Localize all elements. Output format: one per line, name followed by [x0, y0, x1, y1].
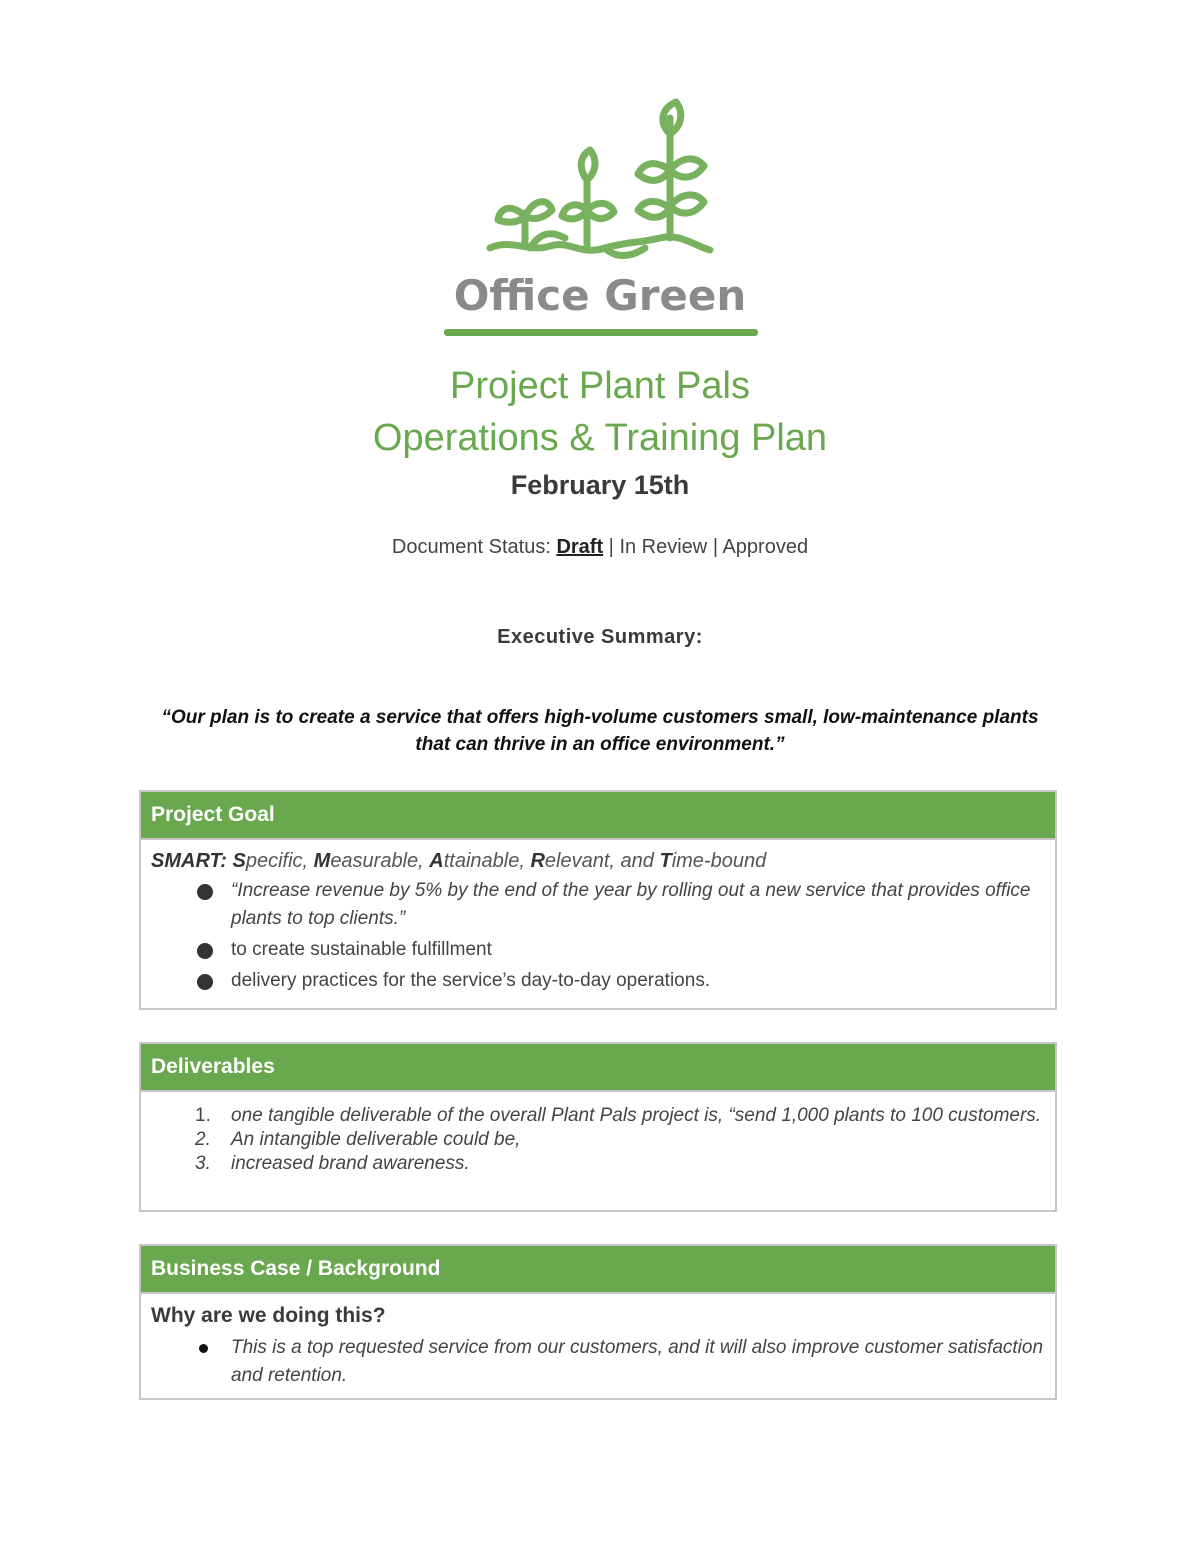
executive-summary-heading: Executive Summary: [497, 626, 703, 648]
smart-definition [151, 850, 1045, 873]
business-case-section [139, 1244, 1057, 1400]
deliverables-list [151, 1104, 1045, 1176]
bullet-icon [199, 1344, 208, 1353]
executive-summary-quote [0, 704, 1200, 758]
list-item: delivery practices for the service’s day-to-day operations. [191, 967, 1045, 995]
document-status [0, 536, 1200, 559]
status-label: Document Status: [391, 536, 551, 558]
logo-underline [444, 329, 758, 336]
smart-term: Specific, [232, 850, 309, 872]
document-date: February 15th [510, 470, 690, 500]
project-goal-heading: Project Goal [141, 792, 1055, 840]
project-goal-section [139, 790, 1057, 1010]
title-line-2: Operations & Training Plan [372, 417, 828, 459]
status-separator: | [608, 536, 614, 558]
list-item: to create sustainable fulfillment [191, 936, 1045, 964]
sprouting-plants-logo-icon [430, 98, 770, 343]
status-draft[interactable]: Draft [556, 536, 604, 558]
business-case-heading: Business Case / Background [141, 1246, 1055, 1294]
smart-term: Measurable, [313, 850, 424, 872]
bullet-icon [197, 974, 213, 990]
smart-term: Relevant, and [530, 850, 654, 872]
bullet-icon [197, 943, 213, 959]
business-case-question: Why are we doing this? [151, 1304, 386, 1327]
business-bullet-list [151, 1334, 1045, 1390]
deliverables-section [139, 1042, 1057, 1212]
list-item: 1. one tangible deliverable of the overall Plant Pals project is, “send 1,000 plants to 100 customers. [195, 1105, 1042, 1126]
smart-prefix: SMART: [151, 850, 227, 872]
goal-bullet-list [151, 877, 1045, 995]
quote-line: that can thrive in an office environment.” [415, 734, 785, 755]
list-item: “Increase revenue by 5% by the end of the year by rolling out a new service that provides office plants to top clients.” [191, 877, 1045, 933]
status-separator: | [712, 536, 719, 558]
deliverables-heading: Deliverables [141, 1044, 1055, 1092]
smart-term: Time-bound [659, 850, 767, 872]
list-item: This is a top requested service from our customers, and it will also improve customer satisfaction and retention. [191, 1334, 1045, 1390]
list-item: 2. An intangible deliverable could be, [195, 1129, 521, 1150]
status-approved[interactable]: Approved [722, 536, 809, 558]
smart-term: Attainable, [429, 850, 525, 872]
list-item: 3. increased brand awareness. [195, 1153, 470, 1174]
status-in-review[interactable]: In Review [619, 536, 708, 558]
title-line-1: Project Plant Pals [450, 365, 750, 407]
logo-wordmark: Office Green [453, 271, 747, 320]
quote-line: “Our plan is to create a service that offers high-volume customers small, low-maintenance plants [161, 707, 1039, 728]
bullet-icon [197, 884, 213, 900]
